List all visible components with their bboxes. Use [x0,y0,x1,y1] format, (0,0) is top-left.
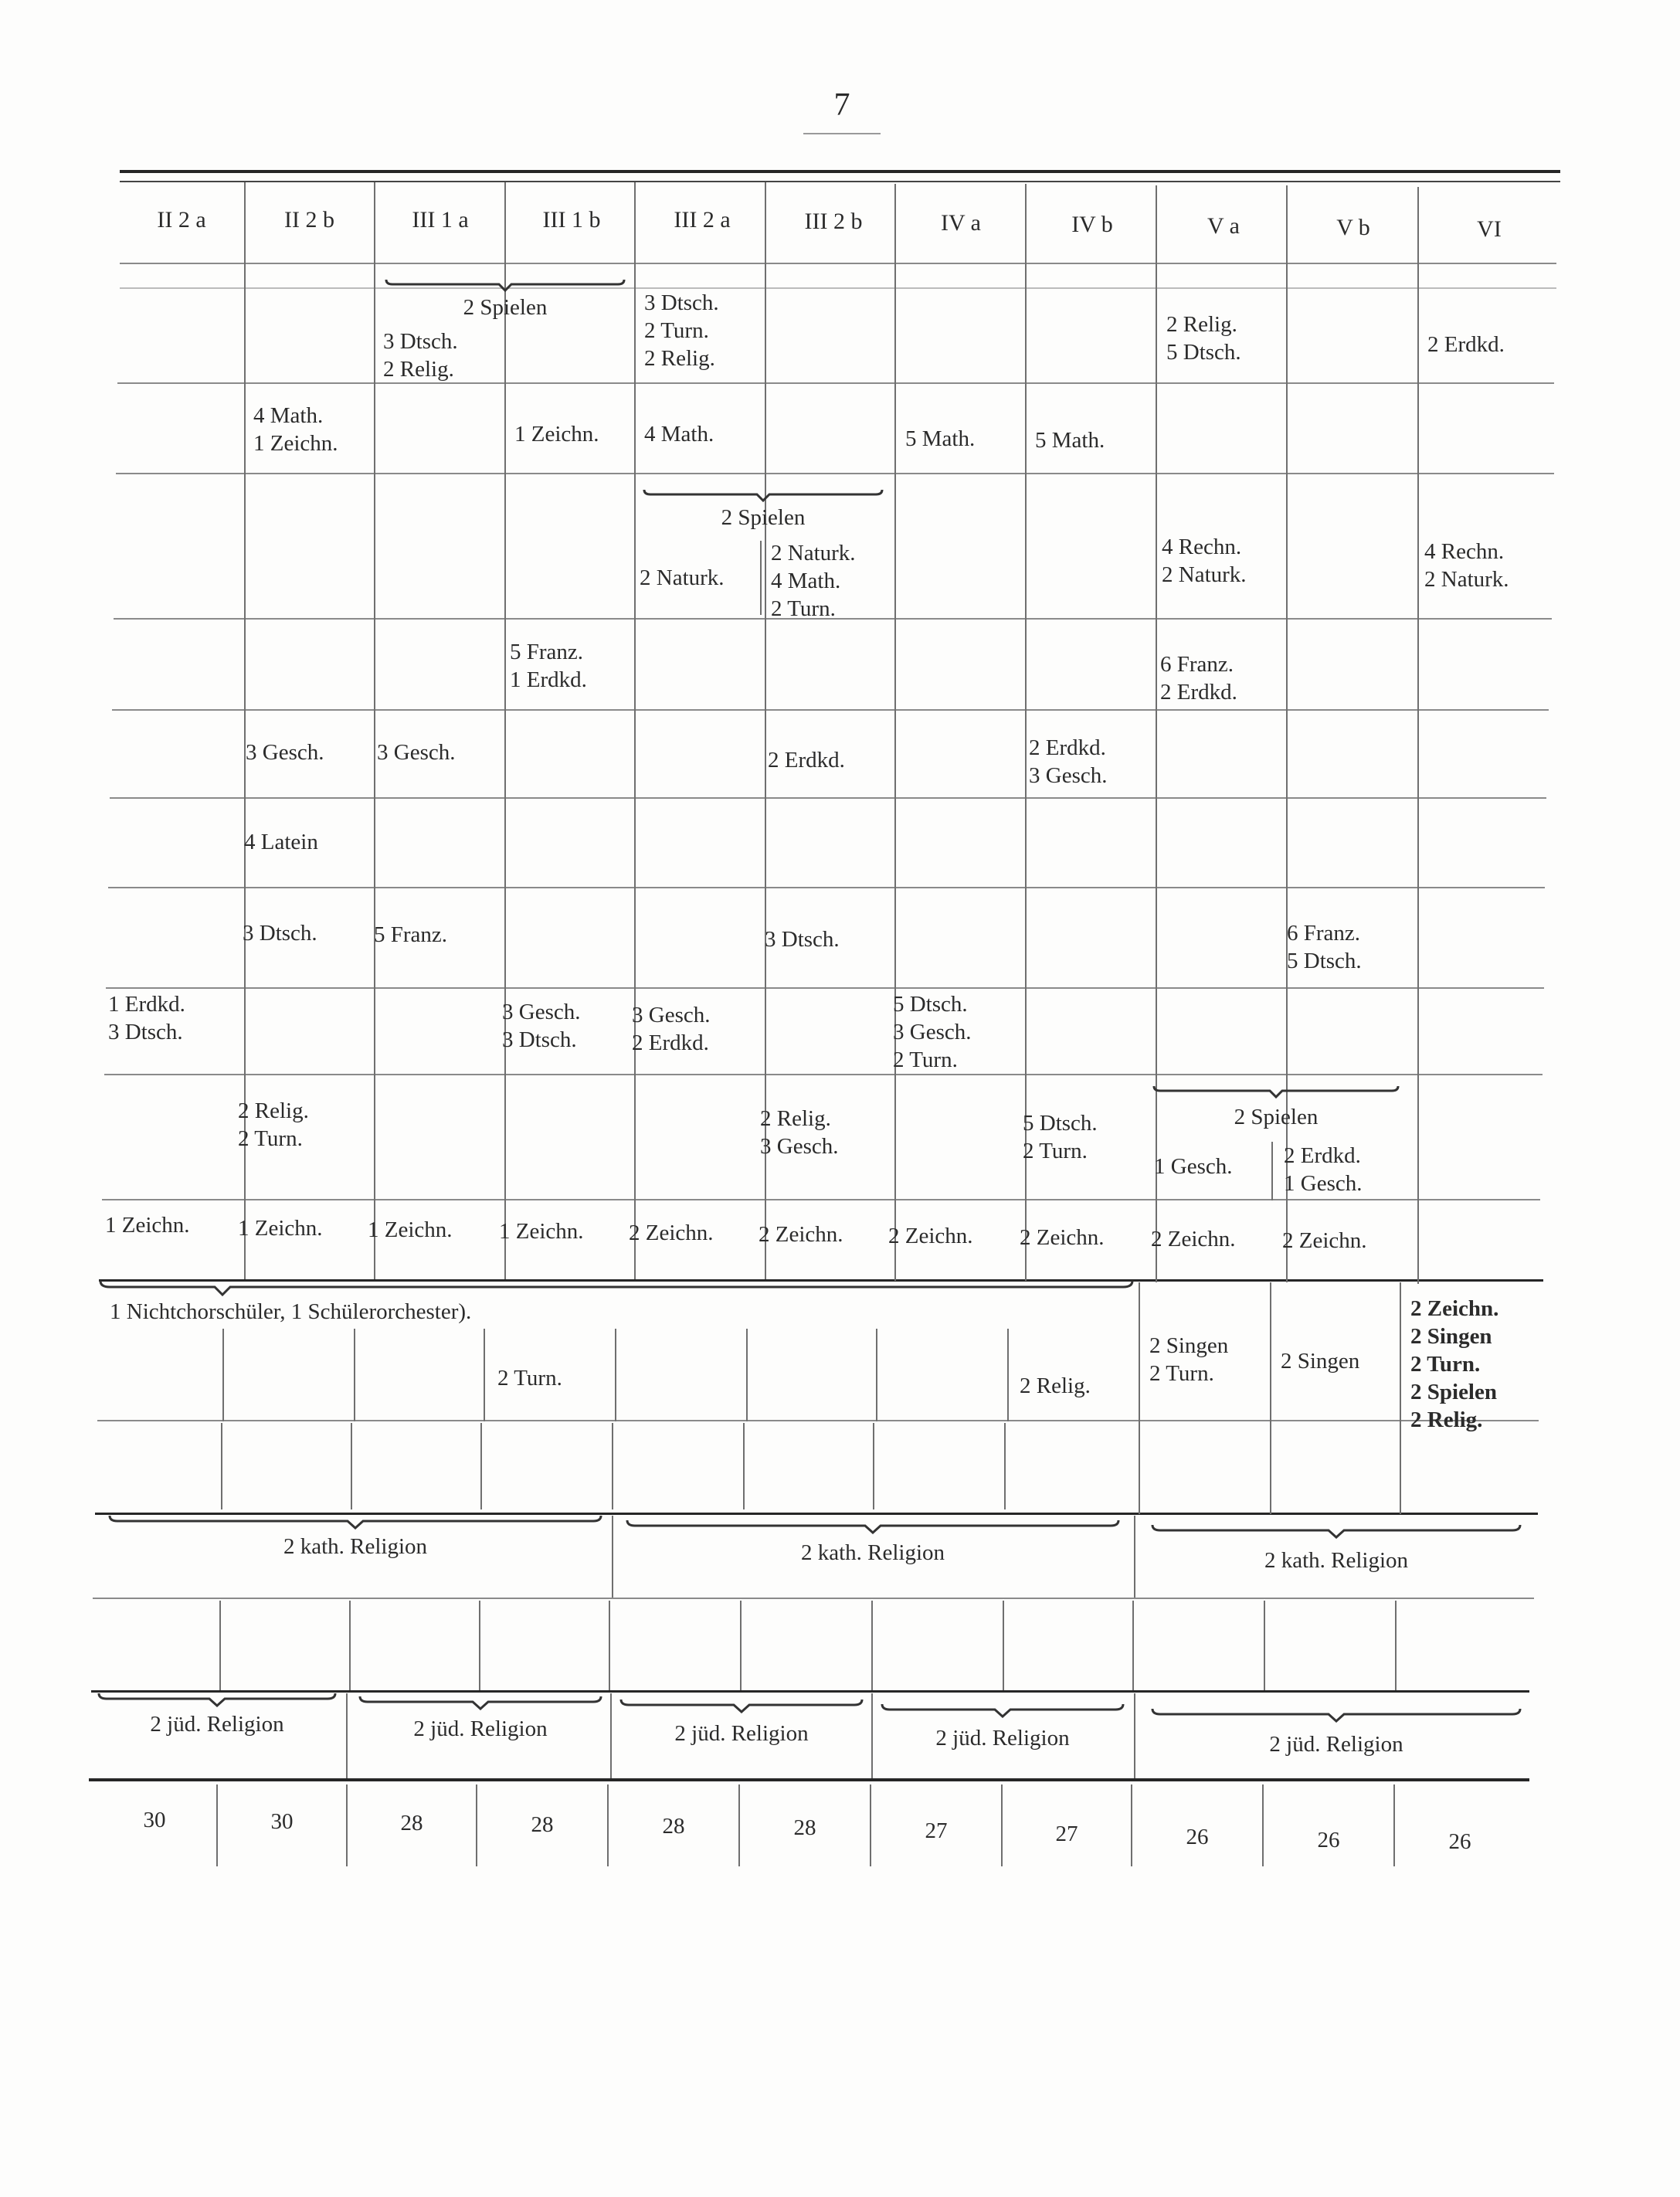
r9-ii2b: 2 Relig. 2 Turn. [238,1098,309,1151]
total-ii2a: 30 [143,1808,166,1832]
jued-2: 2 jüd. Religion [413,1717,548,1741]
totals-rule [89,1778,1529,1781]
header-iii1b: III 1 b [542,207,601,233]
row-sep-13 [93,1598,1534,1599]
total-ii2b: 30 [270,1809,294,1834]
r8-iii1b: 3 Gesch. 3 Dtsch. [502,1000,581,1052]
jued-1: 2 jüd. Religion [150,1712,284,1737]
total-va: 26 [1186,1825,1209,1849]
r1-vi: 2 Erdkd. [1427,332,1505,357]
r9-iii2b: 2 Relig. 3 Gesch. [760,1106,839,1159]
r10-iii1b: 1 Zeichn. [499,1219,584,1244]
r10-iii1a: 1 Zeichn. [368,1217,453,1242]
r8-iva: 5 Dtsch. 3 Gesch. 2 Turn. [893,992,972,1072]
r1-iii2a: 3 Dtsch. 2 Turn. 2 Relig. [644,290,719,371]
r3-va: 4 Rechn. 2 Naturk. [1162,535,1247,587]
r10-iii2a: 2 Zeichn. [629,1221,714,1245]
r10-iii2b: 2 Zeichn. [759,1222,843,1247]
r2-ii2b: 4 Math. 1 Zeichn. [253,403,338,456]
jued-4: 2 jüd. Religion [935,1726,1070,1750]
brace-jued-4 [881,1703,1125,1718]
r11-vb: 2 Singen [1281,1349,1360,1374]
header-iva: IV a [941,210,981,236]
kath-2: 2 kath. Religion [800,1540,945,1565]
r8-ii2a: 1 Erdkd. 3 Dtsch. [108,992,185,1044]
brace-r3-spielen [643,488,884,502]
r3-iii2a: 2 Naturk. [640,565,725,590]
row-sep-header-2 [120,287,1556,289]
row-sep-11 [97,1420,1539,1421]
r2-ivb: 5 Math. [1035,428,1105,453]
r2-iii2a: 4 Math. [644,422,714,447]
row-sep-7 [106,987,1544,989]
r11-note: 1 Nichtchorschüler, 1 Schülerorchester). [110,1299,472,1324]
brace-kath-3 [1151,1523,1522,1539]
row-sep-4 [112,709,1549,711]
total-iva: 27 [925,1818,948,1843]
r4-iii1b: 5 Franz. 1 Erdkd. [510,640,587,692]
r10-vb: 2 Zeichn. [1282,1228,1367,1253]
brace-kath-2 [626,1519,1120,1534]
brace-jued-2 [358,1695,602,1710]
r11-ivb: 2 Relig. [1020,1374,1091,1398]
r4-va: 6 Franz. 2 Erdkd. [1160,652,1237,705]
jued-3: 2 jüd. Religion [674,1721,809,1746]
r10-ivb: 2 Zeichn. [1020,1225,1105,1250]
row-sep-2 [116,473,1554,474]
total-iii2a: 28 [662,1814,685,1839]
row-sep-1 [117,382,1554,384]
r9-spielen: 2 Spielen [1234,1105,1319,1129]
r3-iii2b: 2 Naturk. 4 Math. 2 Turn. [771,541,856,621]
r8-iii2a: 3 Gesch. 2 Erdkd. [632,1003,711,1055]
header-iii2a: III 2 a [674,207,731,233]
r7-iii1a: 5 Franz. [374,922,448,947]
top-rule-thin [120,181,1560,182]
header-vi: VI [1477,216,1502,242]
header-vb: V b [1336,215,1370,240]
r1-iii1a: 3 Dtsch. 2 Relig. [383,329,458,382]
total-iii1a: 28 [400,1811,423,1835]
r11-iii1b: 2 Turn. [497,1366,562,1391]
header-ii2a: II 2 a [157,207,206,233]
r1-spielen: 2 Spielen [463,295,548,320]
jued-5: 2 jüd. Religion [1269,1732,1403,1757]
brace-kath-1 [108,1514,602,1530]
brace-jued-5 [1151,1707,1522,1723]
r11-va: 2 Singen 2 Turn. [1149,1333,1229,1386]
row-sep-header [120,263,1556,264]
row-sep-9 [102,1199,1540,1200]
r9-ivb: 5 Dtsch. 2 Turn. [1023,1111,1098,1163]
header-ivb: IV b [1071,212,1113,237]
r6-ii2b: 4 Latein [244,830,318,854]
r7-vb: 6 Franz. 5 Dtsch. [1287,921,1362,973]
header-iii2b: III 2 b [804,209,863,234]
page-number: 7 [833,87,850,123]
brace-jued-3 [619,1698,864,1713]
brace-r11-note [99,1279,1134,1296]
r7-iii2b: 3 Dtsch. [765,927,840,952]
total-vi: 26 [1448,1829,1471,1854]
r7-ii2b: 3 Dtsch. [243,921,317,946]
top-rule [120,170,1560,173]
r3-spielen: 2 Spielen [721,505,806,530]
r11-vi: 2 Zeichn. 2 Singen 2 Turn. 2 Spielen 2 Relig. [1410,1296,1499,1432]
r3-split-line [760,541,762,615]
row-sep-5 [110,797,1546,799]
r5-ivb: 2 Erdkd. 3 Gesch. [1029,735,1108,788]
total-vb: 26 [1317,1828,1340,1852]
r10-ii2b: 1 Zeichn. [238,1216,323,1241]
header-va: V a [1207,213,1240,239]
r5-iii2b: 2 Erdkd. [768,748,845,773]
row-sep-8 [104,1074,1543,1075]
header-iii1a: III 1 a [412,207,469,233]
kath-1: 2 kath. Religion [283,1534,428,1559]
total-ivb: 27 [1055,1822,1078,1846]
r2-iva: 5 Math. [905,426,976,451]
brace-jued-1 [97,1692,337,1707]
r9-split-line [1271,1142,1273,1200]
brace-r1-spielen [385,278,626,292]
page-number-underline [803,133,881,134]
r1-va: 2 Relig. 5 Dtsch. [1166,312,1241,365]
r3-vi: 4 Rechn. 2 Naturk. [1424,539,1509,592]
r10-ii2a: 1 Zeichn. [105,1213,190,1238]
r9-vb: 2 Erdkd. 1 Gesch. [1284,1143,1363,1196]
brace-r9-spielen [1152,1085,1400,1098]
r2-iii1b: 1 Zeichn. [514,422,599,447]
kath-3: 2 kath. Religion [1264,1548,1409,1573]
r10-iva: 2 Zeichn. [888,1224,973,1248]
r5-iii1a: 3 Gesch. [377,740,456,765]
r9-va: 1 Gesch. [1154,1154,1233,1179]
r10-va: 2 Zeichn. [1151,1227,1236,1251]
header-ii2b: II 2 b [284,207,334,233]
row-sep-6 [108,887,1545,888]
r5-ii2b: 3 Gesch. [246,740,324,765]
total-iii1b: 28 [531,1812,554,1837]
total-iii2b: 28 [793,1815,816,1840]
